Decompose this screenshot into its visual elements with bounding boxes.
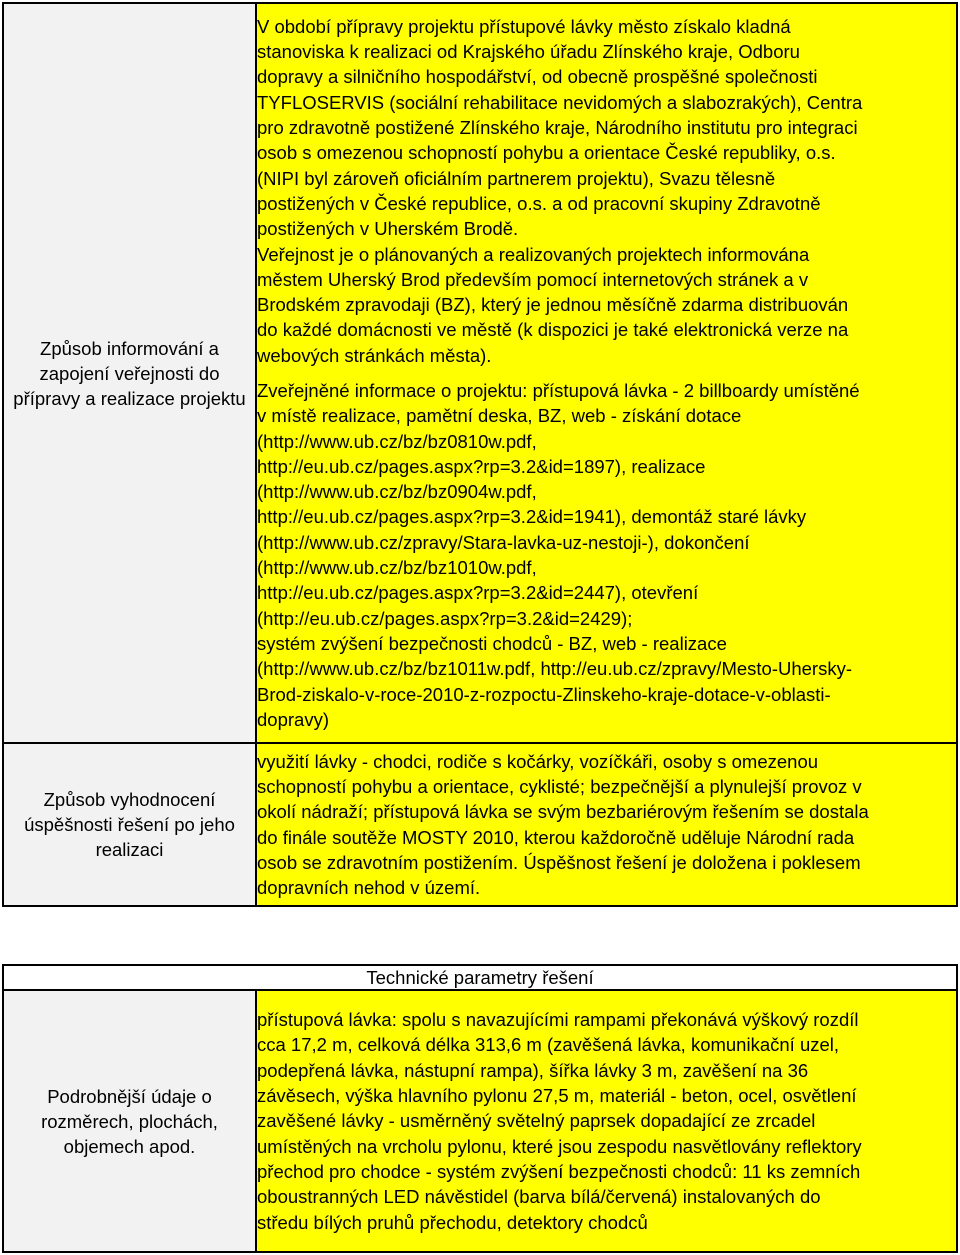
table-row (3, 990, 957, 1252)
text-line: systém zvýšení bezpečnosti chodců - BZ, web - realizace (257, 632, 727, 654)
text-line: do finále soutěže MOSTY 2010, kterou každoročně uděluje Národní rada (257, 826, 855, 848)
text-line: Veřejnost je o plánovaných a realizovaných projektech informována (257, 243, 810, 265)
text-line: osob se zdravotním postižením. Úspěšnost řešení je doložena i poklesem (257, 851, 861, 873)
project-info-table (2, 2, 958, 907)
table-row (3, 743, 957, 906)
text-line: přechod pro chodce - systém zvýšení bezpečnosti chodců: 11 ks zemních (257, 1160, 861, 1182)
text-line: schopností pohybu a orientace, cyklisté; bezpečnější a plynulejší provoz v (257, 775, 862, 797)
text-line: (http://eu.ub.cz/pages.aspx?rp=3.2&id=2429); (257, 607, 633, 629)
row-label-success-evaluation: Způsob vyhodnocení úspěšnosti řešení po jeho realizaci (3, 743, 256, 906)
text-line: osob s omezenou schopností pohybu a orientace České republiky, o.s. (257, 142, 836, 164)
text-line: (http://www.ub.cz/bz/bz0904w.pdf, (257, 481, 537, 503)
text-line: http://eu.ub.cz/pages.aspx?rp=3.2&id=1897), realizace (257, 455, 706, 477)
text-line: TYFLOSERVIS (sociální rehabilitace nevidomých a slabozrakých), Centra (257, 91, 863, 113)
text-line: (NIPI byl zároveň oficiálním partnerem projektu), Svazu tělesně (257, 167, 776, 189)
text-line: dopravních nehod v území. (257, 877, 481, 899)
text-line: postižených v Uherském Brodě. (257, 218, 519, 240)
paragraph (257, 14, 956, 242)
row-label-public-involvement: Způsob informování a zapojení veřejnosti do přípravy a realizace projektu (3, 3, 256, 743)
text-line: V období přípravy projektu přístupové lávky město získalo kladná (257, 15, 791, 37)
text-line: okolí nádraží; přístupová lávka se svým bezbariérovým řešením se dostala (257, 801, 869, 823)
text-line: v místě realizace, pamětní deska, BZ, web - získání dotace (257, 405, 742, 427)
text-line: cca 17,2 m, celková délka 313,6 m (zavěšená lávka, komunikační uzel, (257, 1034, 840, 1056)
technical-parameters-table (2, 964, 958, 1253)
table-header-row (3, 965, 957, 990)
text-line: Brodském zpravodaji (BZ), který je jednou měsíčně zdarma distribuován (257, 294, 849, 316)
text-line: využití lávky - chodci, rodiče s kočárky, vozíčkáři, osoby s omezenou (257, 750, 819, 772)
text-line: http://eu.ub.cz/pages.aspx?rp=3.2&id=2447), otevření (257, 582, 699, 604)
text-line: dopravy a silničního hospodářství, od obecně prospěšné společnosti (257, 66, 818, 88)
paragraph (257, 242, 956, 368)
row-content-success-evaluation (256, 743, 957, 906)
text-line: (http://www.ub.cz/bz/bz0810w.pdf, (257, 430, 537, 452)
paragraph (257, 1007, 956, 1235)
text-line: dopravy) (257, 708, 329, 730)
text-line: (http://www.ub.cz/zpravy/Stara-lavka-uz-nestoji-), dokončení (257, 531, 750, 553)
text-line: postižených v České republice, o.s. a od pracovní skupiny Zdravotně (257, 192, 821, 214)
paragraph (257, 749, 956, 901)
text-line: závěsech, výška hlavního pylonu 27,5 m, materiál - beton, ocel, osvětlení (257, 1085, 857, 1107)
section-header: Technické parametry řešení (3, 965, 957, 990)
text-line: středu bílých pruhů přechodu, detektory chodců (257, 1211, 648, 1233)
row-content-dimensions (256, 990, 957, 1252)
text-line: http://eu.ub.cz/pages.aspx?rp=3.2&id=1941), demontáž staré lávky (257, 506, 807, 528)
text-line: zavěšené lávky - usměrněný světelný paprsek dopadající ze zrcadel (257, 1110, 816, 1132)
text-line: umístěných na vrcholu pylonu, které jsou zespodu nasvětlovány reflektory (257, 1135, 862, 1157)
table-row (3, 3, 957, 743)
row-content-public-involvement (256, 3, 957, 743)
text-line: stanoviska k realizaci od Krajského úřadu Zlínského kraje, Odboru (257, 41, 800, 63)
text-line: pro zdravotně postižené Zlínského kraje, Národního institutu pro integraci (257, 117, 858, 139)
text-line: oboustranných LED návěstidel (barva bílá/červená) instalovaných do (257, 1186, 821, 1208)
row-label-dimensions: Podrobnější údaje o rozměrech, plochách, objemech apod. (3, 990, 256, 1252)
paragraph (257, 378, 956, 732)
text-line: webových stránkách města). (257, 344, 492, 366)
text-line: do každé domácnosti ve městě (k dispozici je také elektronická verze na (257, 319, 849, 341)
text-line: (http://www.ub.cz/bz/bz1010w.pdf, (257, 557, 537, 579)
text-line: (http://www.ub.cz/bz/bz1011w.pdf, http://eu.ub.cz/zpravy/Mesto-Uhersky- (257, 658, 852, 680)
text-line: přístupová lávka: spolu s navazujícími rampami překonává výškový rozdíl (257, 1009, 859, 1031)
text-line: podepřená lávka, nástupní rampa), šířka lávky 3 m, zavěšení na 36 (257, 1059, 809, 1081)
text-line: Zveřejněné informace o projektu: přístupová lávka - 2 billboardy umístěné (257, 380, 860, 401)
text-line: městem Uherský Brod především pomocí internetových stránek a v (257, 268, 809, 290)
text-line: Brod-ziskalo-v-roce-2010-z-rozpoctu-Zlinskeho-kraje-dotace-v-oblasti- (257, 683, 831, 705)
